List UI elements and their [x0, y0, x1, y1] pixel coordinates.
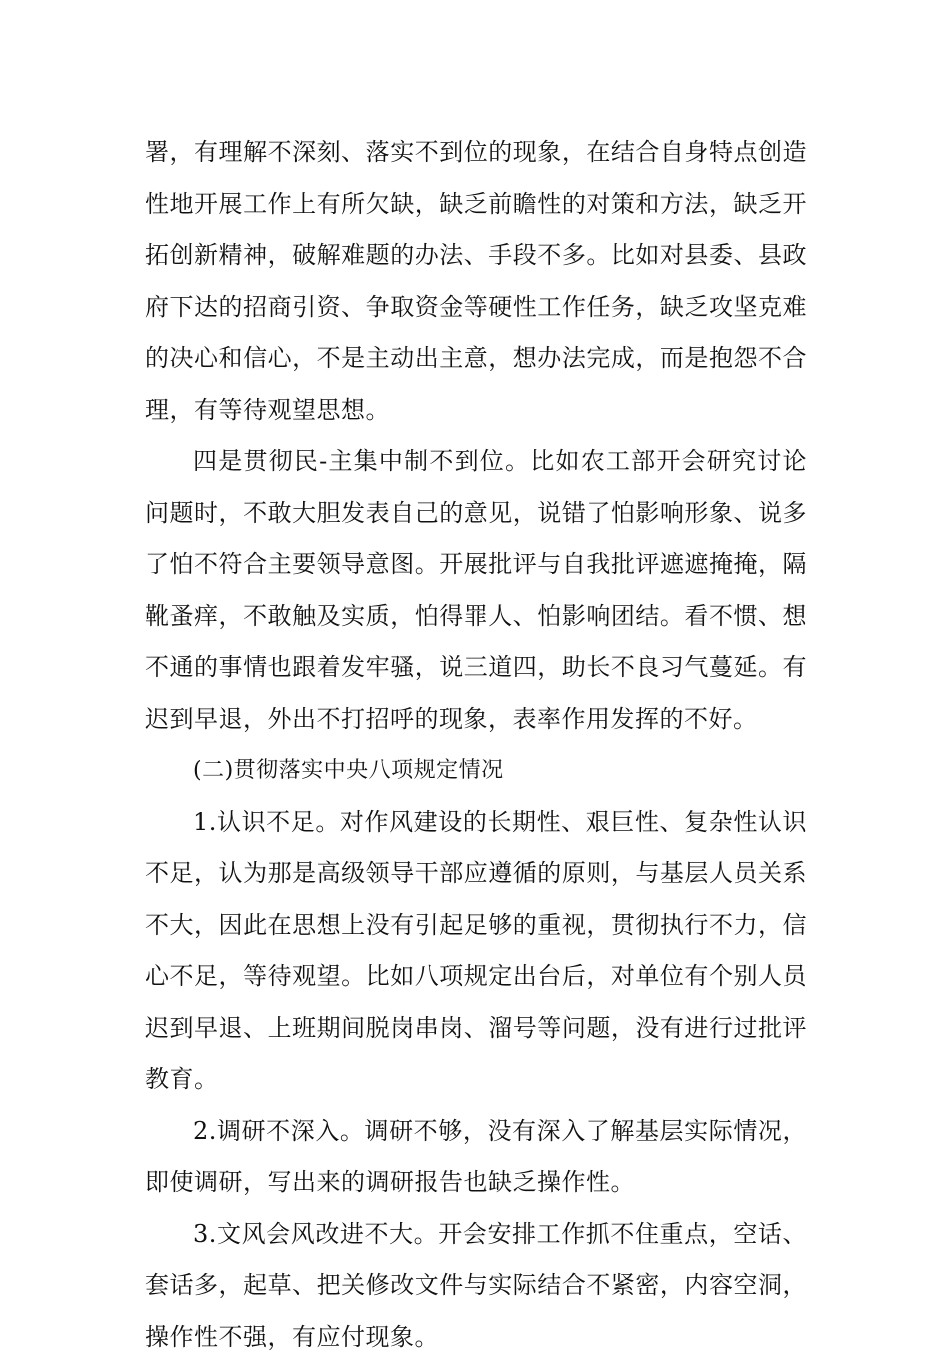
paragraph-item-3: 3.文风会风改进不大。开会安排工作抓不住重点，空话、套话多，起草、把关修改文件与实际结合不紧密，内容空洞，操作性不强，有应付现象。: [145, 1209, 807, 1363]
paragraph-democratic-centralism: 四是贯彻民-主集中制不到位。比如农工部开会研究讨论问题时，不敢大胆发表自己的意见，说错了怕影响形象、说多了怕不符合主要领导意图。开展批评与自我批评遮遮掩掩，隔靴蚤痒，不敢触及实质，怕得罪人、怕影响团结。看不惯、想不通的事情也跟着发牢骚，说三道四，助长不良习气蔓延。有迟到早退，外出不打招呼的现象，表率作用发挥的不好。: [145, 436, 807, 745]
paragraph-continuation: 署，有理解不深刻、落实不到位的现象，在结合自身特点创造性地开展工作上有所欠缺，缺乏前瞻性的对策和方法，缺乏开拓创新精神，破解难题的办法、手段不多。比如对县委、县政府下达的招商引资、争取资金等硬性工作任务，缺乏攻坚克难的决心和信心，不是主动出主意，想办法完成，而是抱怨不合理，有等待观望思想。: [145, 127, 807, 436]
paragraph-item-1: 1.认识不足。对作风建设的长期性、艰巨性、复杂性认识不足，认为那是高级领导干部应遵循的原则，与基层人员关系不大，因此在思想上没有引起足够的重视，贯彻执行不力，信心不足，等待观望。比如八项规定出台后，对单位有个别人员迟到早退、上班期间脱岗串岗、溜号等问题，没有进行过批评教育。: [145, 797, 807, 1106]
paragraph-item-2: 2.调研不深入。调研不够，没有深入了解基层实际情况，即使调研，写出来的调研报告也缺乏操作性。: [145, 1106, 807, 1209]
section-heading-eight-rules: (二)贯彻落实中央八项规定情况: [145, 745, 807, 797]
document-body: [145, 127, 807, 1363]
